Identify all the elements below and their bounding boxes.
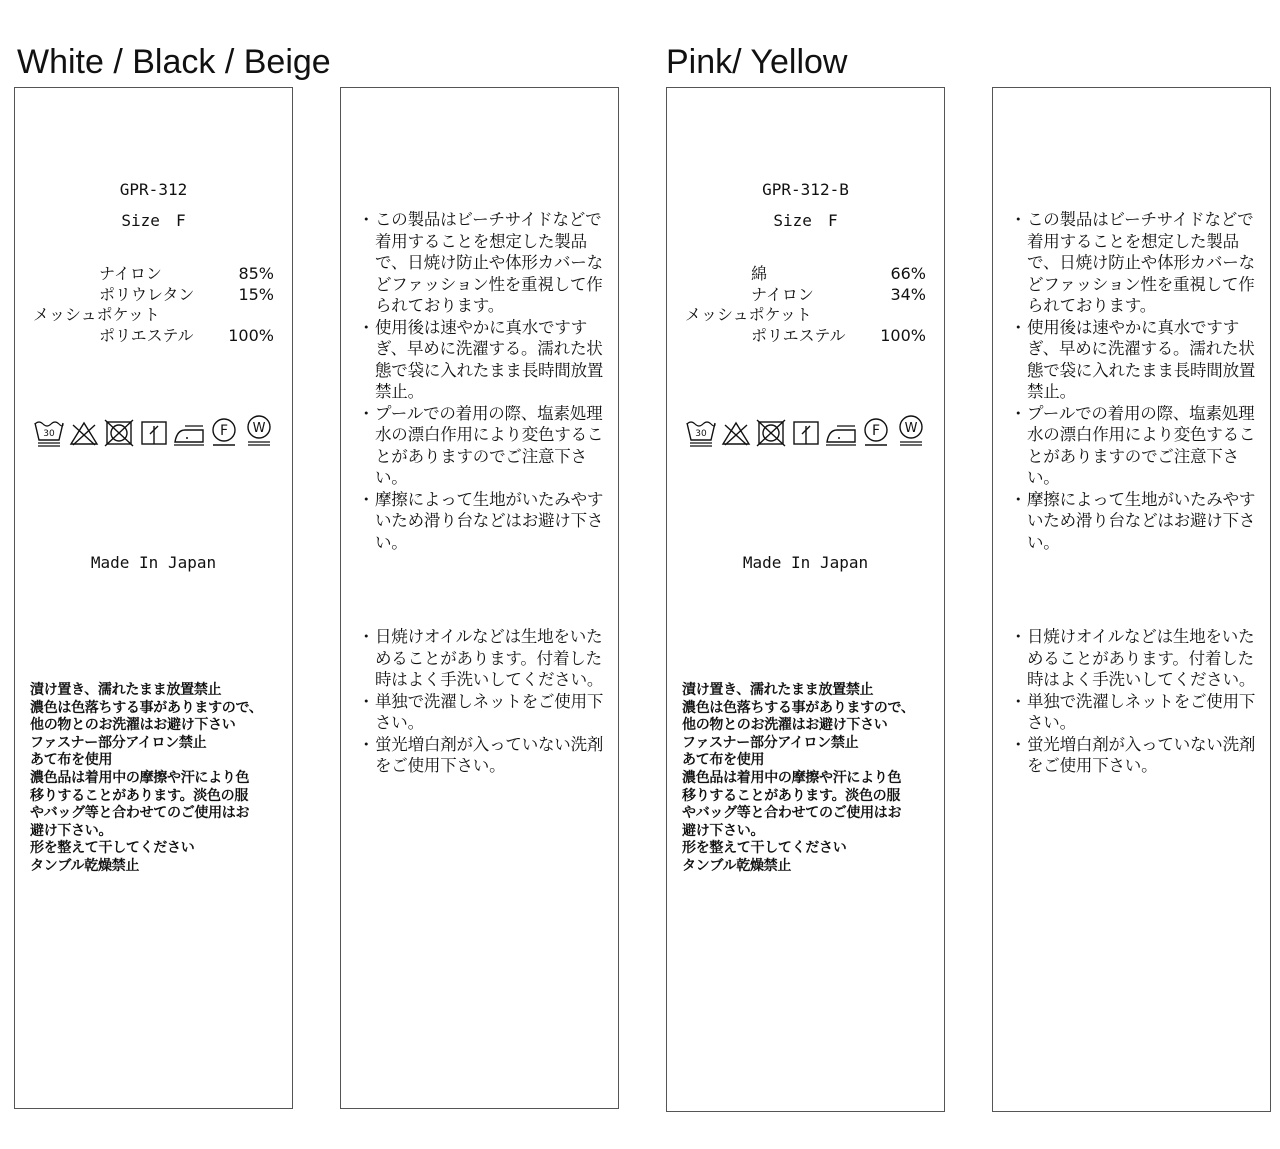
notes-group-2 — [361, 626, 613, 777]
dry-clean-f-icon — [208, 416, 240, 448]
fabric-name: 綿 — [751, 264, 768, 283]
note-item: ・ この製品はビーチサイドなどで着用することを想定した製品で、日焼け防止や体形カバーなどファッション性を重視して作られております。 — [1013, 209, 1265, 317]
wash-temp-text: 30 — [695, 429, 707, 439]
notes-tag — [992, 87, 1271, 1112]
notes-group-1 — [361, 209, 613, 553]
size-label: Size F — [773, 211, 838, 230]
care-instructions: 漬け置き、濡れたまま放置禁止 濃色は色落ちする事がありますので、 他の物とのお洗濯はお避け下さい ファスナー部分アイロン禁止 あて布を使用 濃色品は着用中の摩擦や汗により色 移りすることがあります。淡色の服 やバッグ等と合わせてのご使用はお 避け下さい。 形を整えて干してください タンブル乾燥禁止 — [682, 682, 915, 874]
section-title-white-black-beige: White / Black / Beige — [17, 43, 331, 81]
note-item: ・ プールでの着用の際、塩素処理水の漂白作用により変色することがありますのでご注意下さい。 — [1013, 403, 1265, 489]
care-instructions: 漬け置き、濡れたまま放置禁止 濃色は色落ちする事がありますので、 他の物とのお洗濯はお避け下さい ファスナー部分アイロン禁止 あて布を使用 濃色品は着用中の摩擦や汗により色 移りすることがあります。淡色の服 やバッグ等と合わせてのご使用はお 避け下さい。 形を整えて干してください タンブル乾燥禁止 — [30, 682, 263, 874]
no-tumble-dry-icon — [755, 418, 787, 448]
no-bleach-icon — [68, 418, 100, 448]
wash-30-gentle-icon — [685, 418, 717, 448]
wet-clean-w-icon — [243, 414, 275, 448]
pocket-fabric-name: ポリエステル — [99, 326, 194, 345]
care-symbols — [685, 414, 927, 448]
pocket-fabric-percent: 100% — [880, 326, 926, 345]
no-bleach-icon — [720, 418, 752, 448]
wash-temp-text: 30 — [43, 429, 55, 439]
notes-group-2 — [1013, 626, 1265, 777]
size-label: Size F — [121, 211, 186, 230]
product-code: GPR-312-B — [762, 180, 849, 199]
fabric-percent: 85% — [238, 264, 274, 283]
note-item: ・ 使用後は速やかに真水ですすぎ、早めに洗濯する。濡れた状態で袋に入れたまま長時間放置禁止。 — [361, 317, 613, 403]
fabric-name: ナイロン — [751, 285, 814, 304]
drip-dry-icon — [790, 418, 822, 448]
fabric-name: ナイロン — [99, 264, 162, 283]
wash-30-gentle-icon — [33, 418, 65, 448]
note-item: ・ プールでの着用の際、塩素処理水の漂白作用により変色することがありますのでご注意下さい。 — [361, 403, 613, 489]
pocket-title: メッシュポケット — [685, 305, 812, 324]
fabric-percent: 34% — [890, 285, 926, 304]
label-front-tag — [666, 87, 945, 1112]
iron-low-with-cloth-icon — [825, 418, 857, 448]
drip-dry-icon — [138, 418, 170, 448]
care-symbols — [33, 414, 275, 448]
note-item: ・ 摩擦によって生地がいたみやすいため滑り台などはお避け下さい。 — [1013, 489, 1265, 554]
label-front-tag — [14, 87, 293, 1109]
pocket-title: メッシュポケット — [33, 305, 160, 324]
note-item: ・ 使用後は速やかに真水ですすぎ、早めに洗濯する。濡れた状態で袋に入れたまま長時間放置禁止。 — [1013, 317, 1265, 403]
notes-tag — [340, 87, 619, 1109]
note-item: ・ 単独で洗濯しネットをご使用下さい。 — [361, 691, 613, 734]
note-item: ・ 日焼けオイルなどは生地をいためることがあります。付着した時はよく手洗いしてください。 — [361, 626, 613, 691]
wet-clean-w-icon — [895, 414, 927, 448]
pocket-fabric-percent: 100% — [228, 326, 274, 345]
fabric-percent: 15% — [238, 285, 274, 304]
note-item: ・ 蛍光増白剤が入っていない洗剤をご使用下さい。 — [1013, 734, 1265, 777]
wet-clean-letter: W — [252, 421, 266, 436]
dry-clean-f-icon — [860, 416, 892, 448]
pocket-fabric-name: ポリエステル — [751, 326, 846, 345]
note-item: ・ 単独で洗濯しネットをご使用下さい。 — [1013, 691, 1265, 734]
dry-clean-letter: F — [871, 423, 881, 439]
dry-clean-letter: F — [219, 423, 229, 439]
note-item: ・ 日焼けオイルなどは生地をいためることがあります。付着した時はよく手洗いしてください。 — [1013, 626, 1265, 691]
note-item: ・ 蛍光増白剤が入っていない洗剤をご使用下さい。 — [361, 734, 613, 777]
origin-label: Made In Japan — [742, 553, 869, 572]
note-item: ・ この製品はビーチサイドなどで着用することを想定した製品で、日焼け防止や体形カバーなどファッション性を重視して作られております。 — [361, 209, 613, 317]
origin-label: Made In Japan — [90, 553, 217, 572]
fabric-percent: 66% — [890, 264, 926, 283]
note-item: ・ 摩擦によって生地がいたみやすいため滑り台などはお避け下さい。 — [361, 489, 613, 554]
notes-group-1 — [1013, 209, 1265, 553]
product-code: GPR-312 — [119, 180, 188, 199]
iron-low-with-cloth-icon — [173, 418, 205, 448]
fabric-name: ポリウレタン — [99, 285, 195, 304]
no-tumble-dry-icon — [103, 418, 135, 448]
wet-clean-letter: W — [904, 421, 918, 436]
section-title-pink-yellow: Pink/ Yellow — [666, 43, 848, 81]
